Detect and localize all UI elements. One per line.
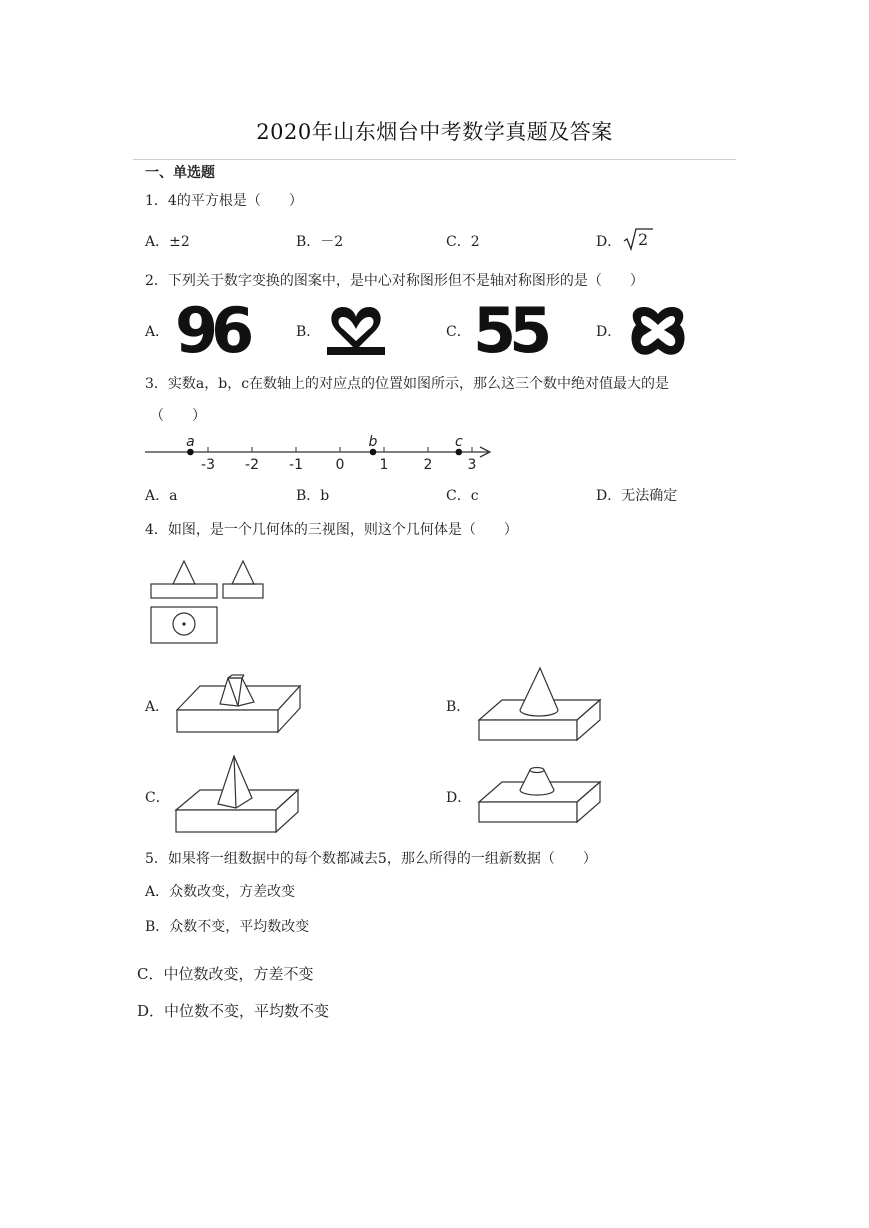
number-line-tick-label: -2	[245, 457, 259, 473]
q4-option-d-figure	[474, 764, 609, 826]
q4-option-d: D．	[446, 790, 472, 806]
q2-option-c-figure: 55	[473, 294, 546, 367]
number-line-tick-label: 0	[335, 457, 345, 473]
q3-option-b: B．b	[296, 488, 330, 504]
frustum-cone	[520, 770, 554, 795]
q3-stem-parens: （ ）	[150, 408, 206, 424]
q5-option-a: A．众数改变，方差改变	[145, 884, 296, 900]
q5-stem: 5．如果将一组数据中的每个数都减去5，那么所得的一组新数据（ ）	[145, 851, 597, 867]
q1-option-d-sqrt	[622, 226, 654, 257]
q4-option-c-figure	[172, 752, 307, 836]
q2-option-b-figure	[323, 303, 389, 363]
q1-option-a: A．±2	[145, 234, 190, 250]
box-front	[479, 802, 577, 822]
number-line-point-label: c	[454, 434, 463, 450]
q1-stem: 1．4的平方根是（ ）	[145, 193, 303, 209]
number-line-point-label: b	[368, 434, 378, 450]
q3-option-a: A．a	[145, 488, 178, 504]
number-line-tick-label: -3	[201, 457, 215, 473]
epsilon-three-figure-icon	[626, 303, 690, 359]
q5-option-c: C．中位数改变，方差不变	[137, 965, 314, 983]
q4-option-a: A．	[145, 699, 170, 715]
number-line-tick-label: 2	[423, 457, 433, 473]
q3-stem: 3．实数a，b，c在数轴上的对应点的位置如图所示，那么这三个数中绝对值最大的是	[145, 376, 670, 392]
box-front	[479, 720, 577, 740]
q2-option-d-figure	[626, 303, 690, 363]
q2-option-d: D．	[596, 324, 622, 340]
divider	[133, 159, 736, 160]
q4-stem: 4．如图，是一个几何体的三视图，则这个几何体是（ ）	[145, 522, 518, 538]
side-view-cone	[232, 561, 254, 584]
page-title: 2020年山东烟台中考数学真题及答案	[256, 120, 613, 144]
q2-option-c: C．	[446, 324, 471, 340]
q1-option-b: B．－2	[296, 234, 344, 250]
cone	[520, 668, 558, 716]
number-line-tick-label: 1	[379, 457, 389, 473]
heart-52-figure-icon	[323, 303, 389, 359]
q2-stem: 2．下列关于数字变换的图案中，是中心对称图形但不是轴对称图形的是（ ）	[145, 273, 644, 289]
q1-option-d: D．	[596, 234, 622, 250]
q3-option-d: D．无法确定	[596, 488, 678, 504]
q2-option-b: B．	[296, 324, 321, 340]
number-line	[140, 432, 500, 476]
q1-option-d-radicand: 2	[638, 230, 649, 249]
q5-option-d: D．中位数不变，平均数不变	[137, 1002, 330, 1020]
q2-option-a-figure: 96	[175, 294, 248, 367]
q5-option-b: B．众数不变，平均数改变	[145, 919, 310, 935]
q1-option-c: C．2	[446, 234, 480, 250]
top-view-apex-dot	[182, 622, 185, 625]
q3-option-c: C．c	[446, 488, 479, 504]
side-view-base	[223, 584, 263, 598]
front-view-base	[151, 584, 217, 598]
number-line-point-label: a	[186, 434, 195, 450]
q2-option-a: A．	[145, 324, 170, 340]
number-line-tick-label: -1	[289, 457, 303, 473]
section-heading: 一、单选题	[145, 165, 215, 181]
front-view-cone	[173, 561, 195, 584]
box-front	[177, 710, 278, 732]
three-view-drawing	[146, 555, 271, 650]
q4-option-b-figure	[474, 664, 609, 744]
q4-option-b: B．	[446, 699, 471, 715]
number-line-tick-label: 3	[467, 457, 477, 473]
box-front	[176, 810, 276, 832]
q4-option-c: C．	[145, 790, 170, 806]
q4-option-a-figure	[172, 668, 307, 736]
